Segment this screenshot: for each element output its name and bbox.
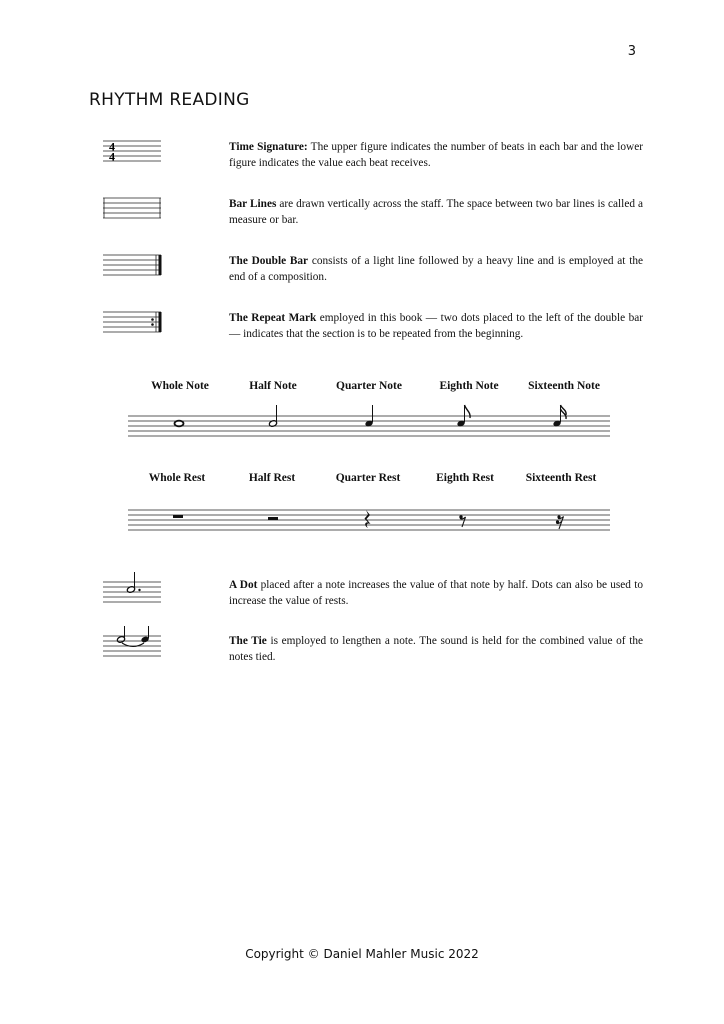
tie-row xyxy=(0,626,724,676)
dotted-note-staff-icon xyxy=(103,572,165,606)
quarter-rest-label: Quarter Rest xyxy=(335,472,401,484)
sixteenth-note-label: Sixteenth Note xyxy=(528,380,600,392)
section-title: RHYTHM READING xyxy=(89,90,250,110)
note-values-staff xyxy=(128,404,612,444)
time-signature-text: The upper figure indicates the number of beats in each bar and the lower figure indicates the value each beat receives. xyxy=(229,141,643,169)
page-number: 3 xyxy=(627,44,636,59)
repeat-mark-term: The Repeat Mark xyxy=(229,312,317,324)
bar-lines-term: Bar Lines xyxy=(229,198,277,210)
repeat-mark-text: employed in this book — two dots placed to the left of the double bar — indicates that the section is to be repeated from the beginning. xyxy=(229,312,643,340)
repeat-mark-description xyxy=(229,310,643,342)
dot-description xyxy=(229,577,643,609)
eighth-rest-label: Eighth Rest xyxy=(436,472,494,484)
note-labels xyxy=(0,380,724,396)
dot-term: A Dot xyxy=(229,579,258,591)
dot-text: placed after a note increases the value of that note by half. Dots can also be used to increase the value of rests. xyxy=(229,579,643,607)
sixteenth-rest-icon xyxy=(556,515,564,529)
double-bar-term: The Double Bar xyxy=(229,255,309,267)
dot-row xyxy=(0,572,724,622)
time-signature-lower: 4 xyxy=(109,149,115,164)
double-bar-staff-icon xyxy=(103,252,165,278)
bar-lines-row xyxy=(0,195,724,245)
whole-rest-icon xyxy=(173,515,183,518)
half-note-label: Half Note xyxy=(249,380,297,392)
time-signature-description xyxy=(229,139,643,171)
bar-lines-staff-icon xyxy=(103,195,163,221)
repeat-mark-staff-icon xyxy=(103,309,165,335)
whole-rest-label: Whole Rest xyxy=(148,472,206,484)
sixteenth-rest-label: Sixteenth Rest xyxy=(525,472,597,484)
bar-lines-description xyxy=(229,196,643,228)
tie-description xyxy=(229,633,643,665)
tie-term: The Tie xyxy=(229,635,267,647)
double-bar-description xyxy=(229,253,643,285)
tied-notes-staff-icon xyxy=(103,626,165,660)
repeat-mark-row xyxy=(0,309,724,359)
time-signature-term: Time Signature: xyxy=(229,141,308,153)
eighth-note-label: Eighth Note xyxy=(439,380,499,392)
time-signature-upper: 4 xyxy=(109,139,115,154)
time-signature-row xyxy=(0,138,724,188)
tie-text: is employed to lengthen a note. The sound is held for the combined value of the notes tied. xyxy=(229,635,643,663)
footer-copyright: Copyright © Daniel Mahler Music 2022 xyxy=(245,947,479,961)
double-bar-row xyxy=(0,252,724,302)
half-rest-icon xyxy=(268,517,278,520)
double-bar-text: consists of a light line followed by a heavy line and is employed at the end of a composition. xyxy=(229,255,644,283)
rest-values-staff xyxy=(128,500,612,536)
rest-labels xyxy=(0,472,724,488)
time-signature-staff-icon xyxy=(103,138,163,166)
half-rest-label: Half Rest xyxy=(248,472,296,484)
quarter-note-label: Quarter Note xyxy=(336,380,402,392)
whole-note-label: Whole Note xyxy=(151,380,209,392)
whole-note-icon xyxy=(175,421,184,427)
bar-lines-text: are drawn vertically across the staff. The space between two bar lines is called a measure or bar. xyxy=(229,198,643,226)
